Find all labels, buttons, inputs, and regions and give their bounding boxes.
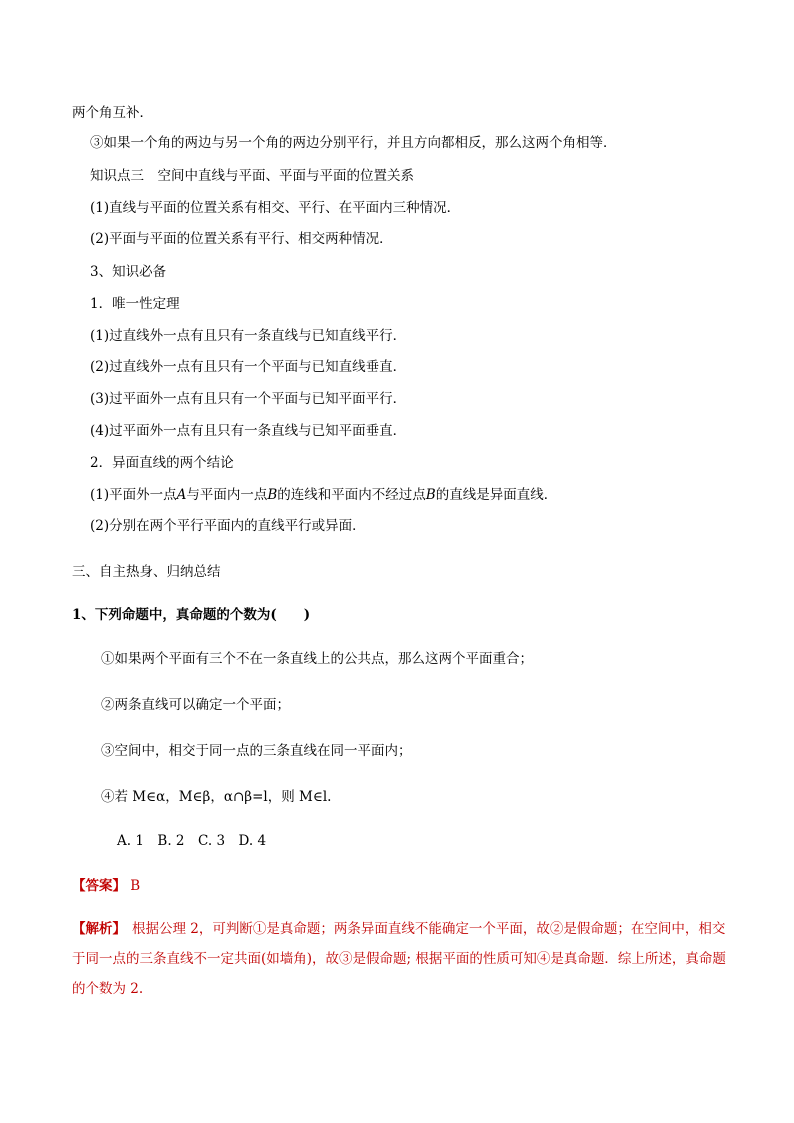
uniqueness-theorem-3: (3)过平面外一点有且只有一个平面与已知平面平行． — [90, 391, 407, 407]
line-plane-relation: (1)直线与平面的位置关系有相交、平行、在平面内三种情况． — [90, 200, 461, 216]
text-segment: 的连线和平面内不经过点 — [277, 487, 426, 503]
question-item-1: ①如果两个平面有三个不在一条直线上的公共点，那么这两个平面重合； — [101, 651, 533, 667]
answer-label: 【答案】 — [72, 878, 126, 894]
knowledge-point-3-heading: 知识点三 空间中直线与平面、平面与平面的位置关系 — [90, 168, 414, 184]
continued-text: 两个角互补． — [72, 105, 153, 121]
uniqueness-theorem-heading: 1．唯一性定理 — [90, 296, 180, 312]
point-b: B — [425, 487, 436, 503]
answer-line — [72, 876, 140, 896]
text-segment: (1)平面外一点 — [90, 487, 177, 503]
knowledge-prerequisite-heading: 3、知识必备 — [90, 264, 167, 280]
analysis-block — [72, 914, 732, 1004]
answer-value: B — [130, 878, 141, 894]
question-item-2: ②两条直线可以确定一个平面； — [101, 697, 290, 713]
text-segment: 与平面内一点 — [186, 487, 268, 503]
analysis-text: 根据公理 2，可判断①是真命题；两条异面直线不能确定一个平面，故②是假命题；在空间中，相交于同一点的三条直线不一定共面(如墙角)，故③是假命题; 根据平面的性质可知④是真命题．综上所述，真命题的个数为 2. — [72, 921, 726, 997]
answer-options: A. 1 B. 2 C. 3 D. 4 — [117, 833, 267, 849]
point-b: B — [267, 487, 278, 503]
uniqueness-theorem-2: (2)过直线外一点有且只有一个平面与已知直线垂直． — [90, 359, 407, 375]
skew-lines-conclusion-1 — [90, 485, 557, 505]
plane-plane-relation: (2)平面与平面的位置关系有平行、相交两种情况． — [90, 231, 393, 247]
section-title: 三、自主热身、归纳总结 — [72, 564, 221, 580]
uniqueness-theorem-4: (4)过平面外一点有且只有一条直线与已知平面垂直． — [90, 423, 407, 439]
uniqueness-theorem-1: (1)过直线外一点有且只有一条直线与已知直线平行． — [90, 328, 407, 344]
skew-lines-conclusion-2: (2)分别在两个平行平面内的直线平行或异面． — [90, 518, 366, 534]
angle-theorem-3: ③如果一个角的两边与另一个角的两边分别平行，并且方向都相反，那么这两个角相等． — [90, 135, 617, 151]
question-1-title: 1、下列命题中，真命题的个数为( ) — [72, 607, 311, 623]
text-segment: 的直线是异面直线． — [435, 487, 558, 503]
question-item-4: ④若 M∈α，M∈β，α∩β=l，则 M∈l. — [101, 789, 332, 805]
analysis-label: 【解析】 — [72, 921, 126, 937]
point-a: A — [176, 487, 187, 503]
skew-lines-heading: 2．异面直线的两个结论 — [90, 455, 234, 471]
question-item-3: ③空间中，相交于同一点的三条直线在同一平面内； — [101, 743, 412, 759]
